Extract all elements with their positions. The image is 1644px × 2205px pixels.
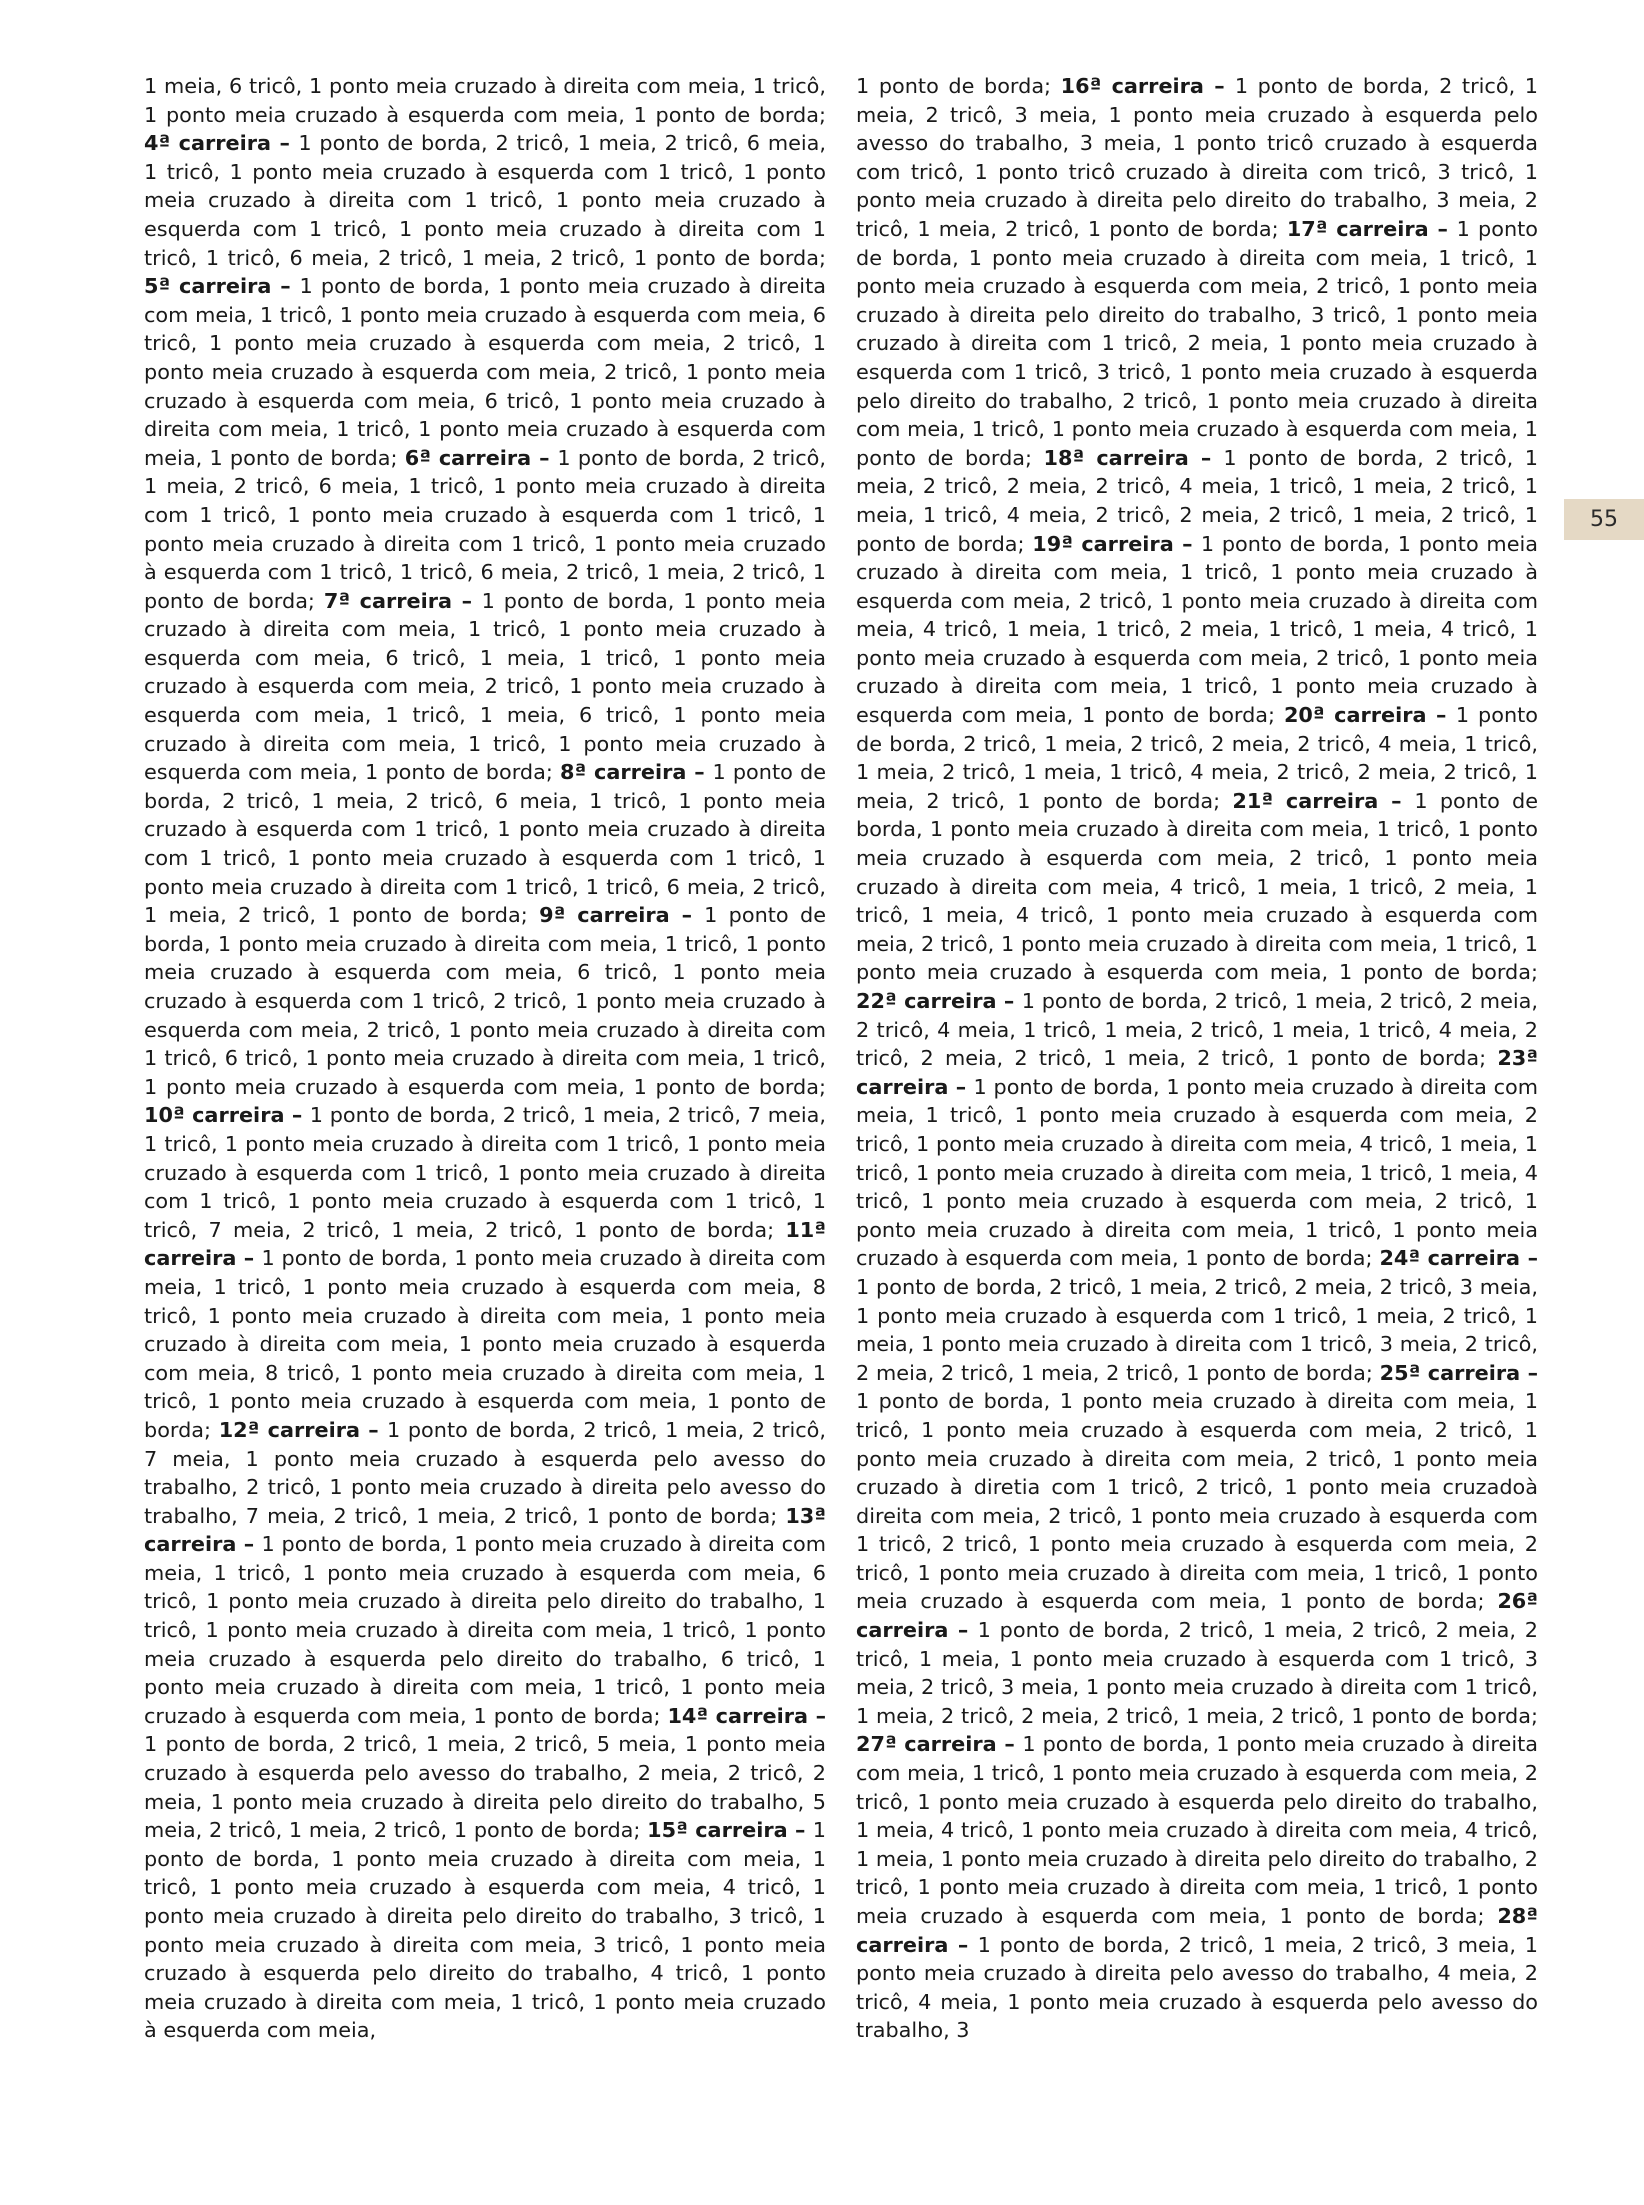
- row-heading: 28ª carreira –: [856, 1904, 1538, 1957]
- instruction-text: 1 ponto de borda, 2 tricô, 1 meia, 2 tricô, 2 meia, 2 tricô, 1 meia, 1 ponto meia cruzado à esquerda com 1 tricô, 3 meia, 2 tricô, 3 meia, 1 ponto meia cruzado à direita com 1 tricô, 1 meia, 2 tricô, 2 meia, 2 tricô, 1 meia, 2 tricô, 1 ponto de borda;: [856, 1618, 1538, 1728]
- instruction-text: 1 ponto de borda, 2 tricô, 1 meia, 2 tricô, 2 meia, 2 tricô, 4 meia, 1 tricô, 1 meia, 2 tricô, 1 meia, 1 tricô, 4 meia, 2 tricô, 2 meia, 2 tricô, 1 meia, 2 tricô, 1 ponto de borda;: [856, 703, 1539, 813]
- knitting-instructions-right: [856, 72, 1538, 2045]
- instruction-text: 1 ponto de borda, 1 ponto meia cruzado à direita com meia, 1 tricô, 1 ponto meia cruzado à esquerda com meia, 2 tricô, 1 ponto meia cruzado à direita pelo direito do trabalho, 3 tricô, 1 ponto meia cruzado à direita com 1 tricô, 2 meia, 1 ponto meia cruzado à esquerda com 1 tricô, 3 tricô, 1 ponto meia cruzado à esquerda pelo direito do trabalho, 2 tricô, 1 ponto meia cruzado à direita com meia, 1 tricô, 1 ponto meia cruzado à esquerda com meia, 1 ponto de borda;: [856, 216, 1539, 470]
- knitting-instructions-left: [144, 72, 826, 2045]
- row-heading: 20ª carreira –: [1283, 703, 1456, 728]
- instruction-text: 1 ponto de borda, 2 tricô, 1 meia, 2 tricô, 7 meia, 1 ponto meia cruzado à esquerda pelo avesso do trabalho, 2 tricô, 1 ponto meia cruzado à direita pelo avesso do trabalho, 7 meia, 2 tricô, 1 meia, 2 tricô, 1 ponto de borda;: [144, 1417, 826, 1528]
- row-heading: 17ª carreira –: [1286, 216, 1457, 241]
- page-number-tab: [1564, 499, 1644, 540]
- instruction-text: 1 ponto de borda, 1 ponto meia cruzado à direita com meia, 1 tricô, 1 ponto meia cruzado à esquerda com meia, 2 tricô, 1 ponto meia cruzado à direita com meia, 2 tricô, 1 ponto meia cruzado à diretia com 1 tricô, 2 tricô, 1 ponto meia cruzadoà direita com meia, 2 tricô, 1 ponto meia cruzado à esquerda com 1 tricô, 2 tricô, 1 ponto meia cruzado à esquerda com meia, 2 tricô, 1 ponto meia cruzado à direita com meia, 1 tricô, 1 ponto meia cruzado à esquerda com meia, 1 ponto de borda;: [856, 1389, 1538, 1614]
- row-heading: 22ª carreira –: [856, 989, 1022, 1013]
- row-heading: 27ª carreira –: [856, 1732, 1023, 1757]
- row-heading: 7ª carreira –: [323, 588, 482, 613]
- instruction-text: 1 ponto de borda, 2 tricô, 1 meia, 2 tricô, 5 meia, 1 ponto meia cruzado à esquerda pelo avesso do trabalho, 2 meia, 2 tricô, 2 meia, 1 ponto meia cruzado à direita pelo direito do trabalho, 5 meia, 2 tricô, 1 meia, 2 tricô, 1 ponto de borda;: [144, 1732, 826, 1843]
- instruction-text: 1 ponto de borda, 1 ponto meia cruzado à direita com meia, 1 tricô, 1 ponto meia cruzado à esquerda com meia, 6 tricô, 1 ponto meia cruzado à esquerda com 1 tricô, 2 tricô, 1 ponto meia cruzado à esquerda com meia, 2 tricô, 1 ponto meia cruzado à direita com 1 tricô, 6 tricô, 1 ponto meia cruzado à direita com meia, 1 tricô, 1 ponto meia cruzado à esquerda com meia, 1 ponto de borda;: [144, 903, 827, 1099]
- instruction-text: 1 ponto de borda, 2 tricô, 1 meia, 2 tricô, 2 meia, 2 tricô, 4 meia, 1 tricô, 1 meia, 2 tricô, 1 meia, 1 tricô, 4 meia, 2 tricô, 2 meia, 2 tricô, 1 meia, 2 tricô, 1 ponto de borda;: [856, 989, 1538, 1071]
- row-heading: 23ª carreira –: [856, 1046, 1538, 1099]
- instruction-text: 1 ponto de borda, 1 ponto meia cruzado à direita com meia, 1 tricô, 1 ponto meia cruzado à esquerda com meia, 6 tricô, 1 meia, 1 tricô, 1 ponto meia cruzado à esquerda com meia, 2 tricô, 1 ponto meia cruzado à esquerda com meia, 1 tricô, 1 meia, 6 tricô, 1 ponto meia cruzado à direita com meia, 1 tricô, 1 ponto meia cruzado à esquerda com meia, 1 ponto de borda;: [144, 588, 826, 785]
- instruction-text: 1 ponto de borda, 2 tricô, 1 meia, 2 tricô, 3 meia, 1 ponto meia cruzado à direita pelo avesso do trabalho, 4 meia, 2 tricô, 4 meia, 1 ponto meia cruzado à esquerda pelo avesso do trabalho, 3: [856, 1932, 1538, 2043]
- instruction-text: 1 ponto de borda;: [856, 74, 1061, 98]
- row-heading: 26ª carreira –: [856, 1589, 1538, 1643]
- instruction-text: 1 ponto de borda, 2 tricô, 1 meia, 2 tricô, 2 meia, 2 tricô, 4 meia, 1 tricô, 1 meia, 2 tricô, 1 meia, 1 tricô, 4 meia, 2 tricô, 2 meia, 2 tricô, 1 meia, 2 tricô, 1 ponto de borda;: [856, 445, 1538, 556]
- row-heading: 16ª carreira –: [1060, 74, 1235, 98]
- row-heading: 21ª carreira –: [1232, 788, 1415, 813]
- row-heading: 25ª carreira –: [1379, 1360, 1538, 1385]
- row-heading: 24ª carreira –: [1379, 1246, 1538, 1271]
- instruction-text: 1 ponto de borda, 2 tricô, 1 meia, 2 tricô, 2 meia, 2 tricô, 3 meia, 1 ponto meia cruzado à esquerda com 1 tricô, 1 meia, 2 tricô, 1 meia, 1 ponto meia cruzado à direita com 1 tricô, 3 meia, 2 tricô, 2 meia, 2 tricô, 1 meia, 2 tricô, 1 ponto de borda;: [856, 1274, 1538, 1385]
- row-heading: 14ª carreira –: [667, 1703, 826, 1728]
- text-column-right: [856, 72, 1538, 2045]
- instruction-text: 1 ponto de borda, 2 tricô, 1 meia, 2 tricô, 3 meia, 1 ponto meia cruzado à esquerda pelo avesso do trabalho, 3 meia, 1 ponto tricô cruzado à esquerda com tricô, 1 ponto tricô cruzado à direita com tricô, 3 tricô, 1 ponto meia cruzado à direita pelo direito do trabalho, 3 meia, 2 tricô, 1 meia, 2 tricô, 1 ponto de borda;: [856, 74, 1539, 241]
- instruction-text: 1 ponto de borda, 1 ponto meia cruzado à direita com meia, 1 tricô, 1 ponto meia cruzado à esquerda com meia, 2 tricô, 1 ponto meia cruzado à direita com meia, 4 tricô, 1 meia, 1 tricô, 1 ponto meia cruzado à direita com meia, 1 tricô, 1 meia, 4 tricô, 1 ponto meia cruzado à esquerda com meia, 2 tricô, 1 ponto meia cruzado à direita com meia, 1 tricô, 1 ponto meia cruzado à esquerda com meia, 1 ponto de borda;: [856, 1074, 1539, 1271]
- instruction-text: 1 ponto de borda, 1 ponto meia cruzado à direita com meia, 1 tricô, 1 ponto meia cruzado à esquerda com meia, 2 tricô, 1 ponto meia cruzado à esquerda pelo direito do trabalho, 1 meia, 4 tricô, 1 ponto meia cruzado à direita com meia, 4 tricô, 1 meia, 1 ponto meia cruzado à direita pelo direito do trabalho, 2 tricô, 1 ponto meia cruzado à direita com meia, 1 tricô, 1 ponto meia cruzado à esquerda com meia, 1 ponto de borda;: [856, 1732, 1538, 1928]
- row-heading: 11ª carreira –: [144, 1217, 826, 1271]
- row-heading: 15ª carreira –: [647, 1818, 813, 1843]
- instruction-text: 1 ponto de borda, 2 tricô, 1 meia, 2 tricô, 6 meia, 1 tricô, 1 ponto meia cruzado à direita com 1 tricô, 1 ponto meia cruzado à esquerda com 1 tricô, 1 ponto meia cruzado à direita com 1 tricô, 1 ponto meia cruzado à esquerda com 1 tricô, 1 tricô, 6 meia, 2 tricô, 1 meia, 2 tricô, 1 ponto de borda;: [144, 445, 827, 613]
- instruction-text: 1 ponto de borda, 1 ponto meia cruzado à direita com meia, 1 tricô, 1 ponto meia cruzado à esquerda com meia, 2 tricô, 1 ponto meia cruzado à direita com meia, 4 tricô, 1 meia, 1 tricô, 2 meia, 1 tricô, 1 meia, 4 tricô, 1 ponto meia cruzado à esquerda com meia, 2 tricô, 1 ponto meia cruzado à direita com meia, 1 tricô, 1 ponto meia cruzado à esquerda com meia, 1 ponto de borda;: [856, 531, 1539, 728]
- row-heading: 18ª carreira –: [1043, 445, 1224, 470]
- instruction-text: 1 ponto de borda, 1 ponto meia cruzado à direita com meia, 1 tricô, 1 ponto meia cruzado à esquerda com meia, 6 tricô, 1 ponto meia cruzado à esquerda com meia, 2 tricô, 1 ponto meia cruzado à esquerda com meia, 2 tricô, 1 ponto meia cruzado à esquerda com meia, 6 tricô, 1 ponto meia cruzado à direita com meia, 1 tricô, 1 ponto meia cruzado à esquerda com meia, 1 ponto de borda;: [144, 274, 826, 470]
- page-number: 55: [1590, 507, 1618, 532]
- row-heading: 5ª carreira –: [144, 274, 300, 299]
- instruction-text: 1 ponto de borda, 2 tricô, 1 meia, 2 tricô, 6 meia, 1 tricô, 1 ponto meia cruzado à esquerda com 1 tricô, 1 ponto meia cruzado à direita com 1 tricô, 1 ponto meia cruzado à esquerda com 1 tricô, 1 ponto meia cruzado à direita com 1 tricô, 1 tricô, 6 meia, 2 tricô, 1 meia, 2 tricô, 1 ponto de borda;: [144, 760, 826, 928]
- text-column-left: [144, 72, 826, 2045]
- row-heading: 8ª carreira –: [560, 760, 713, 785]
- instruction-text: 1 ponto de borda, 1 ponto meia cruzado à direita com meia, 1 tricô, 1 ponto meia cruzado à esquerda com meia, 4 tricô, 1 ponto meia cruzado à direita pelo direito do trabalho, 3 tricô, 1 ponto meia cruzado à direita com meia, 3 tricô, 1 ponto meia cruzado à esquerda pelo direito do trabalho, 4 tricô, 1 ponto meia cruzado à direita com meia, 1 tricô, 1 ponto meia cruzado à esquerda com meia,: [144, 1818, 827, 2043]
- row-heading: 10ª carreira –: [144, 1103, 310, 1128]
- row-heading: 9ª carreira –: [539, 903, 705, 928]
- row-heading: 4ª carreira –: [144, 131, 299, 156]
- row-heading: 12ª carreira –: [218, 1417, 387, 1442]
- instruction-text: 1 meia, 6 tricô, 1 ponto meia cruzado à direita com meia, 1 tricô, 1 ponto meia cruzado à esquerda com meia, 1 ponto de borda;: [144, 74, 826, 127]
- instruction-text: 1 ponto de borda, 1 ponto meia cruzado à direita com meia, 1 tricô, 1 ponto meia cruzado à esquerda com meia, 2 tricô, 1 ponto meia cruzado à direita com meia, 4 tricô, 1 meia, 1 tricô, 2 meia, 1 tricô, 1 meia, 4 tricô, 1 ponto meia cruzado à esquerda com meia, 2 tricô, 1 ponto meia cruzado à direita com meia, 1 tricô, 1 ponto meia cruzado à esquerda com meia, 1 ponto de borda;: [856, 788, 1539, 985]
- row-heading: 13ª carreira –: [144, 1503, 826, 1557]
- instruction-text: 1 ponto de borda, 2 tricô, 1 meia, 2 tricô, 7 meia, 1 tricô, 1 ponto meia cruzado à direita com 1 tricô, 1 ponto meia cruzado à esquerda com 1 tricô, 1 ponto meia cruzado à direita com 1 tricô, 1 ponto meia cruzado à esquerda com 1 tricô, 1 tricô, 7 meia, 2 tricô, 1 meia, 2 tricô, 1 ponto de borda;: [144, 1103, 826, 1242]
- row-heading: 19ª carreira –: [1032, 531, 1201, 556]
- instruction-text: 1 ponto de borda, 2 tricô, 1 meia, 2 tricô, 6 meia, 1 tricô, 1 ponto meia cruzado à esquerda com 1 tricô, 1 ponto meia cruzado à direita com 1 tricô, 1 ponto meia cruzado à esquerda com 1 tricô, 1 ponto meia cruzado à direita com 1 tricô, 1 tricô, 6 meia, 2 tricô, 1 meia, 2 tricô, 1 ponto de borda;: [144, 131, 827, 270]
- instruction-text: 1 ponto de borda, 1 ponto meia cruzado à direita com meia, 1 tricô, 1 ponto meia cruzado à esquerda com meia, 6 tricô, 1 ponto meia cruzado à direita pelo direito do trabalho, 1 tricô, 1 ponto meia cruzado à direita com meia, 1 tricô, 1 ponto meia cruzado à esquerda pelo direito do trabalho, 6 tricô, 1 ponto meia cruzado à direita com meia, 1 tricô, 1 ponto meia cruzado à esquerda com meia, 1 ponto de borda;: [144, 1532, 827, 1728]
- instruction-text: 1 ponto de borda, 1 ponto meia cruzado à direita com meia, 1 tricô, 1 ponto meia cruzado à esquerda com meia, 8 tricô, 1 ponto meia cruzado à direita com meia, 1 ponto meia cruzado à direita com meia, 1 ponto meia cruzado à esquerda com meia, 8 tricô, 1 ponto meia cruzado à direita com meia, 1 tricô, 1 ponto meia cruzado à esquerda com meia, 1 ponto de borda;: [144, 1246, 827, 1442]
- row-heading: 6ª carreira –: [404, 445, 558, 470]
